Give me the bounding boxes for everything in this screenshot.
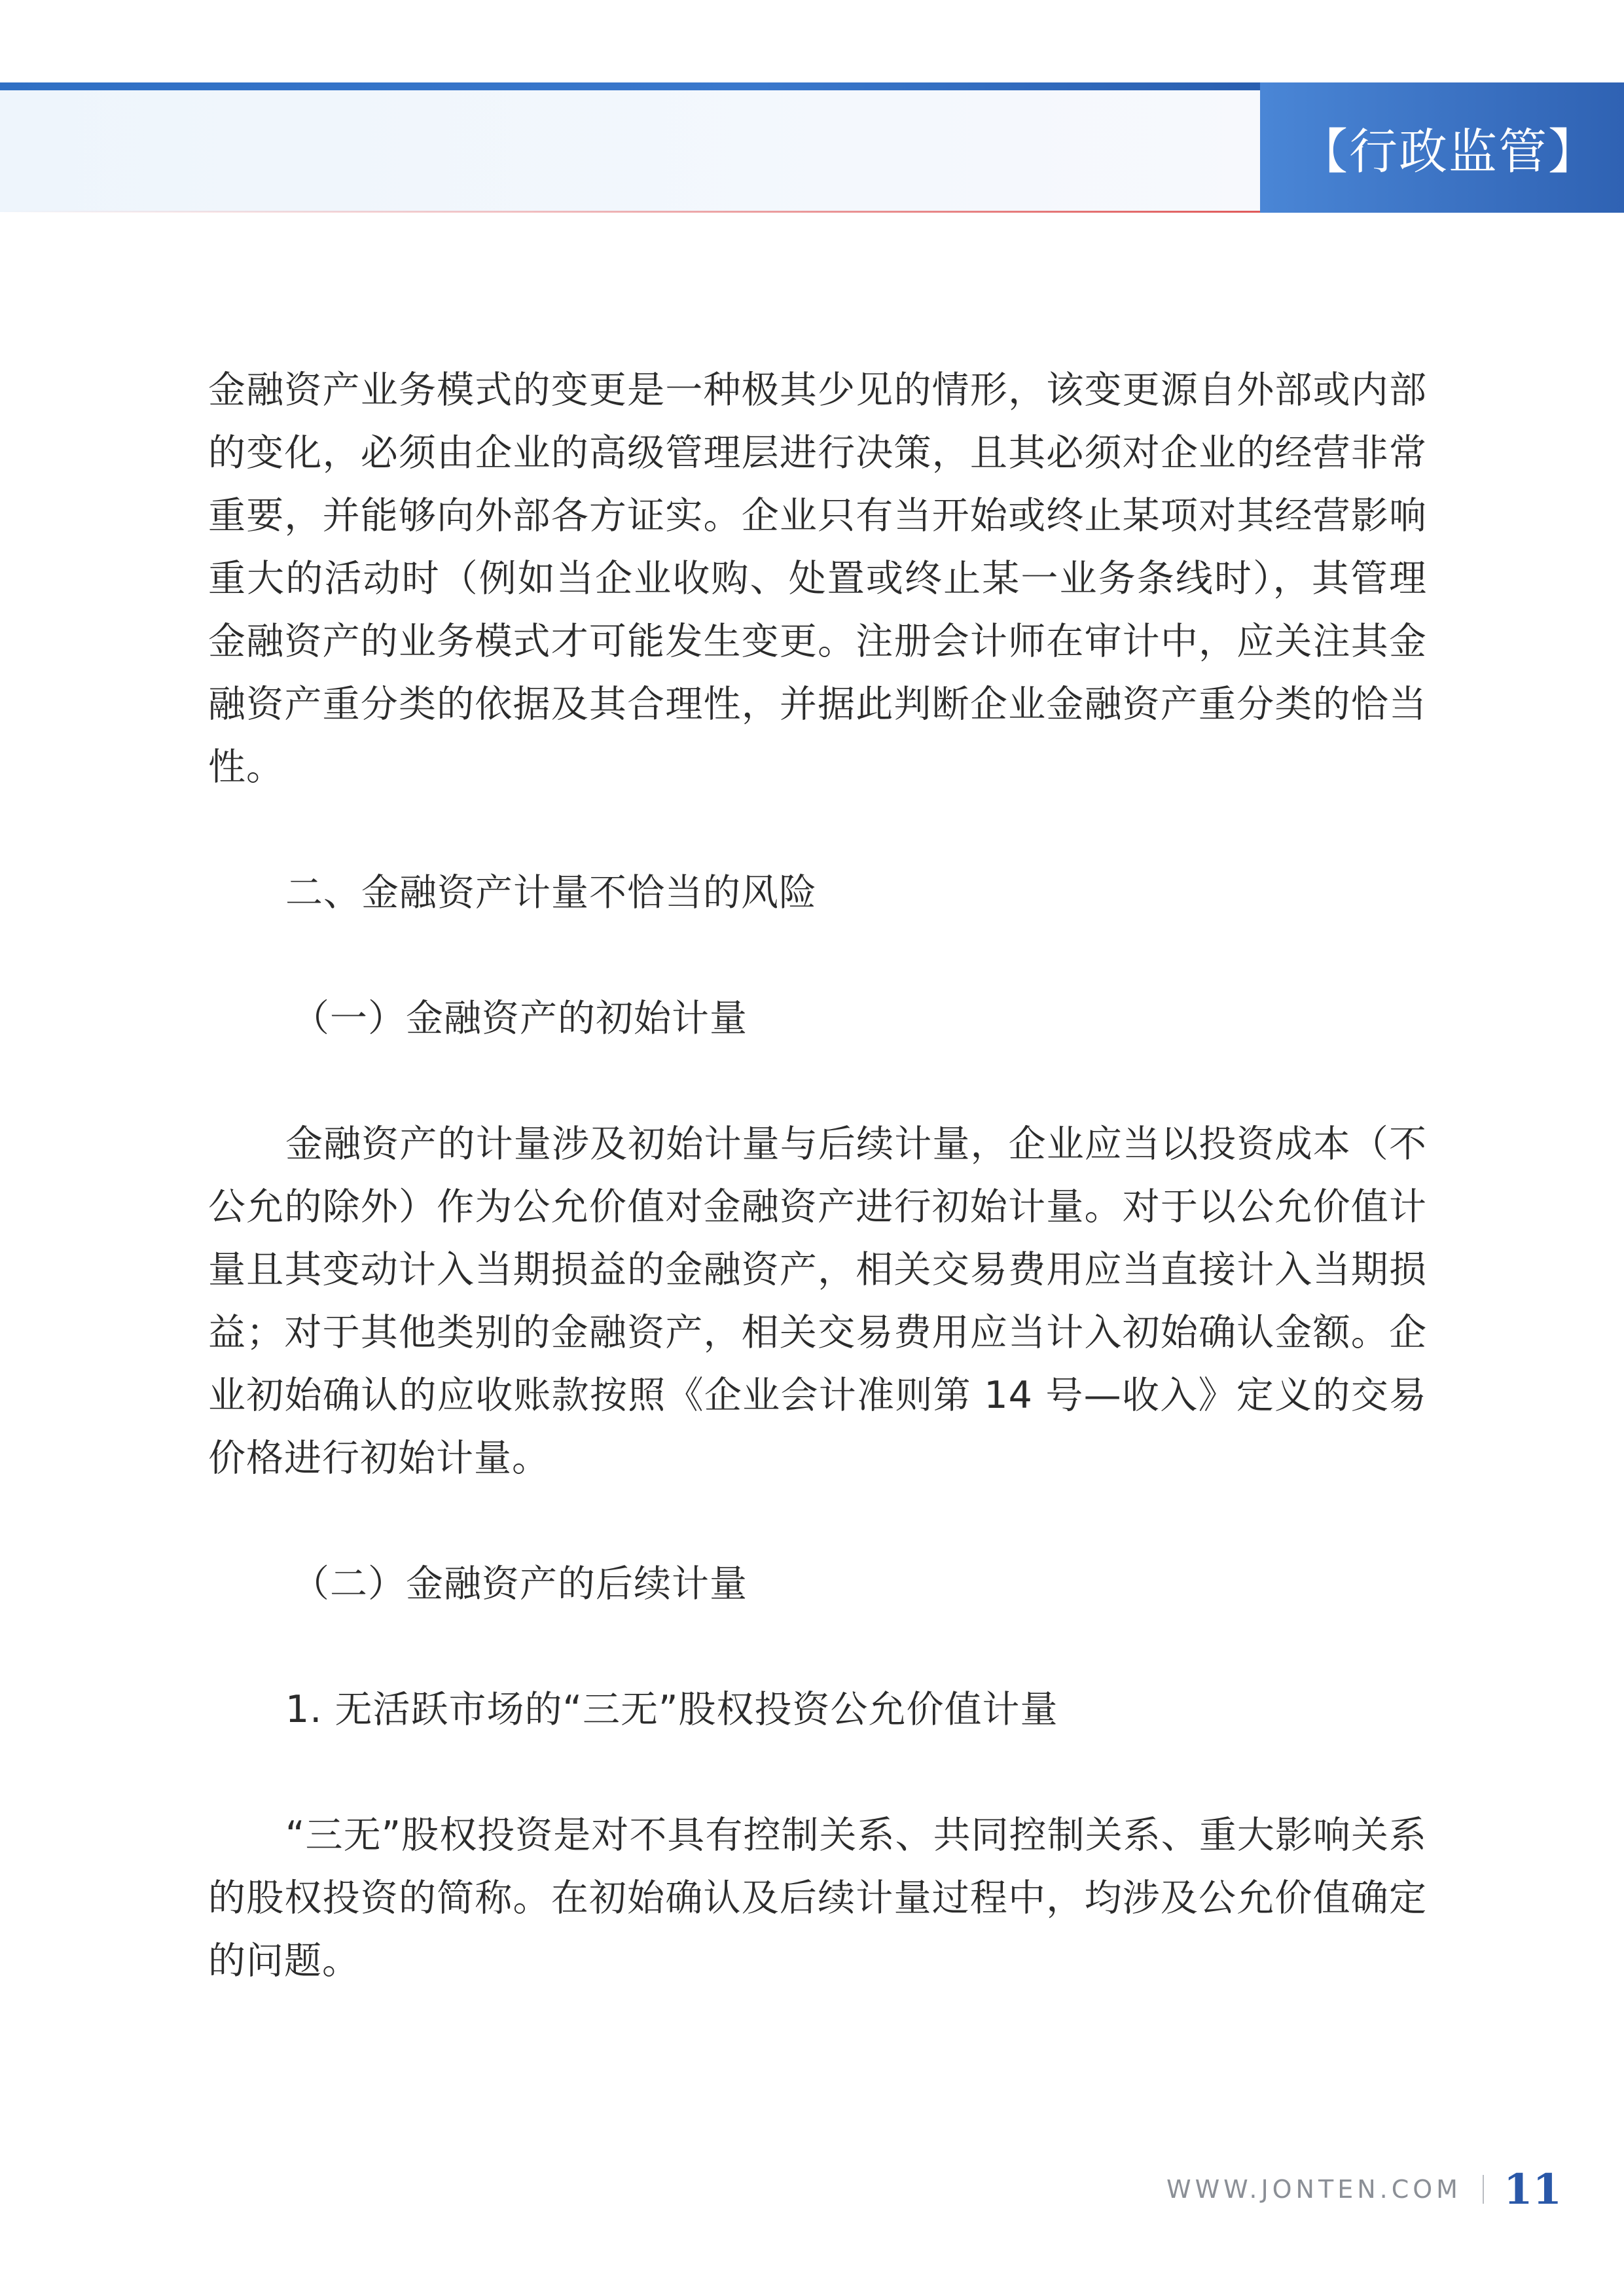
section-tag-label: 【行政监管】 — [1299, 123, 1598, 180]
section-heading-measurement-risk: 二、金融资产计量不恰当的风险 — [285, 871, 817, 914]
footer-divider — [1483, 2175, 1484, 2204]
section-tag — [1260, 82, 1624, 213]
paragraph-three-no-equity: “三无”股权投资是对不具有控制关系、共同控制关系、重大影响关系的股权投资的简称。在初始确认及后续计量过程中，均涉及公允价值确定的问题。 — [208, 1814, 1427, 1982]
footer-website: WWW.JONTEN.COM — [1166, 2175, 1462, 2204]
header-accent-rule — [0, 211, 1260, 213]
paragraph-business-model-change: 金融资产业务模式的变更是一种极其少见的情形，该变更源自外部或内部的变化，必须由企业的高级管理层进行决策，且其必须对企业的经营非常重要，并能够向外部各方证实。企业只有当开始或终止某项对其经营影响重大的活动时（例如当企业收购、处置或终止某一业务条线时），其管理金融资产的业务模式才可能发生变更。注册会计师在审计中，应关注其金融资产重分类的依据及其合理性，并据此判断企业金融资产重分类的恰当性。 — [208, 368, 1427, 789]
paragraph-initial-measurement: 金融资产的计量涉及初始计量与后续计量，企业应当以投资成本（不公允的除外）作为公允价值对金融资产进行初始计量。对于以公允价值计量且其变动计入当期损益的金融资产，相关交易费用应当直接计入当期损益；对于其他类别的金融资产，相关交易费用应当计入初始确认金额。企业初始确认的应收账款按照《企业会计准则第 14 号—收入》定义的交易价格进行初始计量。 — [208, 1122, 1427, 1480]
header-top-rule — [0, 82, 1260, 90]
page-number: 11 — [1503, 2164, 1562, 2214]
subsection-heading-initial-measurement: （一）金融资产的初始计量 — [292, 997, 748, 1040]
subsection-heading-subsequent-measurement: （二）金融资产的后续计量 — [292, 1562, 748, 1605]
item-heading-equity-fair-value: 1. 无活跃市场的“三无”股权投资公允价值计量 — [285, 1688, 1058, 1731]
header-band — [0, 90, 1260, 212]
page-header — [0, 0, 1624, 216]
page-footer — [1166, 2160, 1562, 2219]
article-body — [208, 359, 1427, 1992]
